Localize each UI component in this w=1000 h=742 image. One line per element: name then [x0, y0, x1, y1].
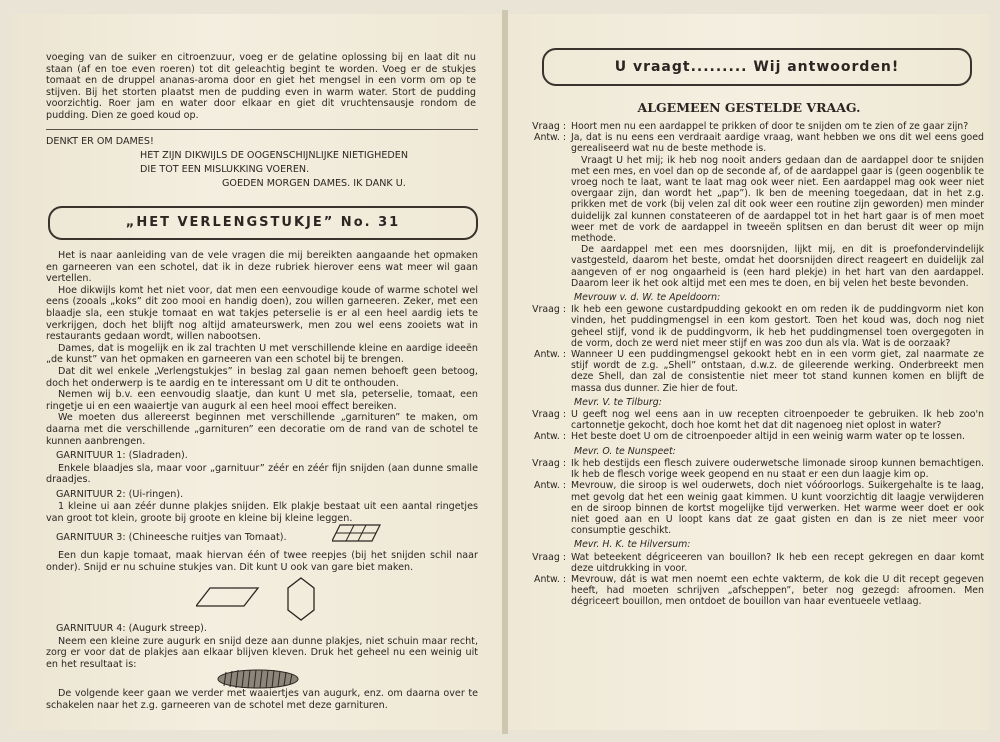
garnituur-2-text: 1 kleine ui aan zéér dunne plakjes snijden. Elk plakje bestaat uit een aantal ringetjes van groot tot klein, groote bij groote en kleine bij kleine leggen. [46, 501, 478, 525]
garnituur-1-heading: GARNITUUR 1: (Sladraden). [56, 450, 188, 462]
left-page [10, 14, 502, 730]
answer-row: Antw. : Wanneer U een puddingmengsel gekookt hebt en in een vorm giet, zal naarmate ze stijf wordt de z.g. „Shell” ontstaan, d.w.z. de gileerende werking. Onderbreekt men deze Shell, dan zal de consistentie niet meer tot stand kunnen komen en blijft de massa dus dunner. Zie hier de fout. [534, 349, 984, 394]
caps-line-2: DIE TOT EEN MISLUKKING VOEREN. [140, 164, 310, 175]
paragraph: We moeten dus allereerst beginnen met verschillende „garnituren” te maken, om daarna met die verschillende „garnituren” een decoratie om de rand van de schotel te kunnen aanbrengen. [46, 412, 478, 447]
garnituur-4-block [46, 620, 478, 670]
denkt-heading: DENKT ER OM DAMES! [46, 136, 154, 147]
tomato-strip-parallelogram-icon [196, 586, 260, 608]
intro-paragraph: voeging van de suiker en citroenzuur, voeg er de gelatine oplossing bij en laat dit nu staan (af en toe even roeren) tot dit geleachtig begint te worden. Voeg er de stukjes tomaat en de druppel ananas-aroma door en giet het mengsel in een vorm om op te stijven. Bij het storten plaatst men de pudding even in warm water. Stort de pudding voorzichtig. Roer jam en water door elkaar en giet dit vruchtensausje rondom de pudding. Dien ze goed koud op. [46, 52, 476, 121]
divider [46, 129, 478, 130]
reader-signature: Mevr. H. K. te Hilversum: [574, 539, 691, 551]
garnituur-2-heading: GARNITUUR 2: (Ui-ringen). [56, 488, 184, 500]
reader-signature: Mevrouw v. d. W. te Apeldoorn: [574, 292, 721, 304]
question-row: Vraag : U geeft nog wel eens aan in uw recepten citroenpoeder te gebruiken. Ik heb zoo'n cartonnetje gekocht, doch hoe komt het dat dit nagenoeg niet oplost in water? [532, 409, 984, 432]
garnituur-1-text: Enkele blaadjes sla, maar voor „garnituur” zéér en zéér fijn snijden (aan dunne smalle draadjes. [46, 462, 478, 486]
paragraph: Dat dit wel enkele „Verlengstukjes” in beslag zal gaan nemen behoeft geen betoog, doch het onderwerp is te aardig en te interessant om U dit te onthouden. [46, 365, 478, 389]
answer-row: Antw. : Het beste doet U om de citroenpoeder altijd in een weinig warm water op te lossen. [534, 431, 965, 443]
closing-paragraph: De volgende keer gaan we verder met waaiertjes van augurk, enz. om daarna over te schakelen naar het z.g. garneeren van de schotel met deze garnituren. [46, 688, 478, 711]
question-row: Vraag : Ik heb een gewone custardpudding gekookt en om reden ik de puddingvorm niet kon vinden, het puddingmengsel in een kom gestort. Toen het koud was, doch nog niet geheel stijf, vond ik de puddingvorm, ik heb het puddingmensel toen overgegoten in de vorm, doch ze werd niet meer stijf en was zoo dun als vla. Wat is de oorzaak? [532, 304, 984, 349]
paragraph: Hoe dikwijls komt het niet voor, dat men een eenvoudige koude of warme schotel wel eens (zooals „koks” dit zoo mooi en handig doen), zou willen garneeren. Zeker, met een blaadje sla, een stukje tomaat en wat takjes peterselie is er al een heel aardig iets te verkrijgen, doch het blijft nog altijd amateurswerk, men zou wel eens zooiets wat in restaurants gedaan wordt, willen nabootsen. [46, 284, 478, 343]
answer-row: Antw. : Ja, dat is nu eens een verdraait aardige vraag, want hebben we ons dit wel eens goed gerealiseerd wat nu de beste methode is. [534, 132, 984, 155]
answer-row: Antw. : Mevrouw, die siroop is wel ouderwets, doch niet vóóroorlogs. Suikergehalte is te laag, met gevolg dat het een weinig gaat kimmen. U kunt voorzichtig dit laagje verwijderen en de siroop binnen de kortst mogelijke tijd verwerken. Het warme weer doet er ook niet goed aan en U loopt kans dat ze gaat gisten en dan is ze niet meer voor consumptie geschikt. [534, 480, 984, 537]
article-body [46, 250, 478, 573]
paragraph: Het is naar aanleiding van de vele vragen die mij bereikten aangaande het opmaken en garneeren van een schotel, dat ik in deze rubriek hierover eens wat meer wil gaan vertellen. [46, 250, 478, 285]
reader-signature: Mevr. V. te Tilburg: [574, 396, 662, 408]
question-row: Vraag : Wat beteekent dégriceeren van bouillon? Ik heb een recept gekregen en daar komt deze uitdrukking in voor. [532, 551, 984, 574]
caps-line-3: GOEDEN MORGEN DAMES. IK DANK U. [222, 178, 406, 189]
reader-signature: Mevr. O. te Nunspeet: [574, 445, 676, 457]
question-row: Vraag : Hoort men nu een aardappel te prikken of door te snijden om te zien of ze gaar zijn? [532, 121, 969, 132]
verlengstukje-banner: „HET VERLENGSTUKJE” No. 31 [48, 206, 478, 240]
caps-line-1: HET ZIJN DIKWIJLS DE OOGENSCHIJNLIJKE NIETIGHEDEN [140, 150, 409, 161]
gherkin-fan-icon [216, 668, 300, 690]
garnituur-3-text: Een dun kapje tomaat, maak hiervan één of twee reepjes (bij het snijden schil naar onder). Snijd er nu schuine stukjes van. Dit kunt U ook van gare biet maken. [46, 550, 478, 573]
paragraph: Nemen wij b.v. een eenvoudig slaatje, dan kunt U met sla, peterselie, tomaat, een ringetje ui en een waaiertje van augurk al een heel mooi effect bereiken. [46, 389, 478, 412]
paragraph: Dames, dat is mogelijk en ik zal trachten U met verschillende kleine en aardige ideeën „de kunst” van het opmaken en garneeren van een schotel bij te brengen. [46, 342, 478, 366]
garnituur-4-heading: GARNITUUR 4: (Augurk streep). [56, 623, 207, 634]
right-page [508, 14, 990, 730]
qa-list: Vraag : Hoort men nu een aardappel te prikken of door te snijden om te zien of ze gaar zijn? Antw. : Ja, dat is nu eens een verdraait aardige vraag, want hebben we ons dit wel eens goed gerealiseerd wat nu de beste methode is. Vraagt U het mij; ik heb nog nooit anders gedaan dan de aardappel door te snijden met een mes, en voel dan op de seconde af, of de aardappel gaar is (geen oogenblik te vroeg noch te laat, want te laat mag ook weer niet. Een aardappel mag ook weer niet overgaar zijn, dan wordt het „pap”). Ik ben de meening toegedaan, dat in het z.g. prikken met de vork (bij velen zal dit ook weer een routine zijn geworden) men minder duidelijk zal kunnen constateeren of de aardappel tot in het hart gaar is of men moet weer met de vork de aardappel in tweeën splitsen en dan berust dit weer op mijn methode. De aardappel met een mes doorsnijden, lijkt mij, en dit is proefondervindelijk vastgesteld, daarom het beste, omdat het doorsnijden direct reageert en duidelijk zal aangeven of er nog ongaarheid is (een hard plekje) in het hart van den aardappel. Daarom leer ik het ook altijd met een mes te doen, en bij velen het beste bevonden. Mevrouw v. d. W. te Apeldoorn: Vraag : Ik heb een gewone custardpudding gekookt en om reden ik de puddingvorm niet kon vinden, het puddingmengsel in een kom gestort. Toen het koud was, doch nog niet geheel stijf, vond ik de puddingvorm, ik heb het puddingmensel toen overgegoten in de vorm, doch ze werd niet meer stijf en was zoo dun als vla. Wat is de oorzaak? Antw. : Wanneer U een puddingmengsel gekookt hebt en in een vorm giet, zal naarmate ze stijf wordt de z.g. „Shell” ontstaan, d.w.z. de gileerende werking. Onderbreekt men deze Shell, dan zal de consistentie niet meer tot stand kunnen komen en blijft de massa dus dunner. Zie hier de fout. Mevr. V. te Tilburg: Vraag : U geeft nog wel eens aan in uw recepten citroenpoeder te gebruiken. Ik heb zoo'n cartonnetje gekocht, doch hoe komt het dat dit nagenoeg niet oplost in water? Antw. : Het beste doet U om de citroenpoeder altijd in een weinig warm water op te lossen. Mevr. O. te Nunspeet: Vraag : Ik heb destijds een flesch zuivere ouderwetsche limonade siroop kunnen bemachtigen. Ik heb de flesch vorige week geopend en nu staat er een dun laagje kim op. Antw. : Mevrouw, die siroop is wel ouderwets, doch niet vóóroorlogs. Suikergehalte is te laag, met gevolg dat het een weinig gaat kimmen. U kunt voorzichtig dit laagje verwijderen en de siroop binnen de kortst mogelijke tijd verwerken. Het warme weer doet er ook niet goed aan en U loopt kans dat ze gaat gisten en dan is ze niet meer voor consumptie geschikt. Mevr. H. K. te Hilversum: Vraag : Wat beteekent dégriceeren van bouillon? Ik heb een recept gekregen en daar komt deze uitdrukking in voor. Antw. : Mevrouw, dát is wat men noemt een echte vakterm, de kok die U dit recept gegeven heeft, had moeten schrijven „afscheppen”, beter nog gezegd: afroomen. Men dégriceert bouillon, men ontdoet de bouillon van haar eventueele vetlaag. [516, 121, 984, 608]
tomato-diamond-grid-icon [332, 523, 382, 543]
garnituur-4-text: Neem een kleine zure augurk en snijd deze aan dunne plakjes, niet schuin maar recht, zorg er voor dat de plakjes aan elkaar blijven kleven. Druk het geheel nu een weinig uit en het resultaat is: [46, 635, 478, 670]
section-heading: ALGEMEEN GESTELDE VRAAG. [637, 100, 861, 115]
vraagt-banner: U vraagt......... Wij antwoorden! [542, 48, 972, 86]
question-row: Vraag : Ik heb destijds een flesch zuivere ouderwetsche limonade siroop kunnen bemachtigen. Ik heb de flesch vorige week geopend en nu staat er een dun laagje kim op. [532, 457, 984, 481]
answer-row: Antw. : Mevrouw, dát is wat men noemt een echte vakterm, de kok die U dit recept gegeven heeft, had moeten schrijven „afscheppen”, beter nog gezegd: afroomen. Men dégriceert bouillon, men ontdoet de bouillon van haar eventueele vetlaag. [534, 573, 984, 608]
tomato-hexagon-icon [286, 576, 316, 622]
garnituur-3-heading: GARNITUUR 3: (Chineesche ruitjes van Tomaat). [56, 531, 287, 543]
